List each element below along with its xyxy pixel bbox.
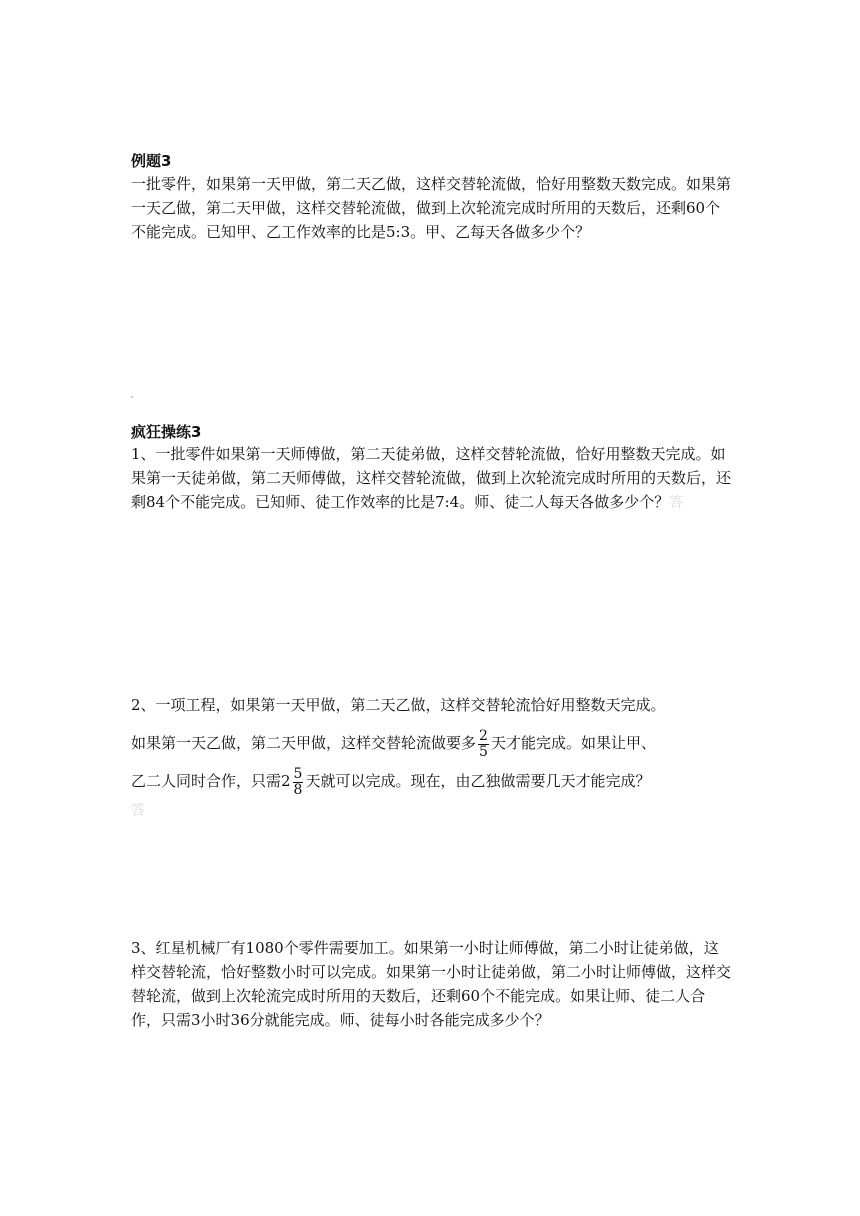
- line-2-text-before: 如果第一天乙做，第二天甲做，这样交替轮流做要多: [131, 734, 477, 752]
- practice-problem-3: 3、红星机械厂有1080个零件需要加工。如果第一小时让师傅做，第二小时让徒弟做，这样交替轮流，恰好整数小时可以完成。如果第一小时让徒弟做，第二小时让师傅做，这样交替轮流，做到上次轮流完成时所用的天数后，还剩60个不能完成。如果让师、徒二人合作，只需3小时36分就能完成。师、徒每小时各能完成多少个？: [131, 939, 732, 1029]
- practice-problem-2-line-1: 2、一项工程，如果第一天甲做，第二天乙做，这样交替轮流恰好用整数天完成。: [131, 696, 666, 714]
- example-problem-text: 一批零件，如果第一天甲做，第二天乙做，这样交替轮流做，恰好用整数天数完成。如果第一天乙做，第二天甲做，这样交替轮流做，做到上次轮流完成时所用的天数后，还剩60个不能完成。已知甲、乙工作效率的比是5:3。甲、乙每天各做多少个？: [131, 175, 732, 241]
- line-3-text-after: 天就可以完成。现在，由乙独做需要几天才能完成？: [305, 772, 651, 790]
- answer-placeholder-1: 答: [669, 495, 684, 511]
- line-2-text-after: 天才能完成。如果让甲、: [490, 734, 656, 752]
- practice-problem-1: [131, 442, 733, 515]
- practice-problem-2: [131, 686, 751, 822]
- practice-problem-1-text: 1、一批零件如果第一天师傅做，第二天徒弟做，这样交替轮流做，恰好用整数天完成。如果第一天徒弟做，第二天师傅做，这样交替轮流做，做到上次轮流完成时所用的天数后，还剩84个不能完成。已知师、徒工作效率的比是7:4。师、徒二人每天各做多少个？: [131, 445, 732, 511]
- fraction-numerator: 5: [293, 765, 303, 782]
- fraction-denominator: 5: [479, 743, 488, 760]
- fraction-denominator: 8: [293, 781, 303, 798]
- fraction-five-eighths: [293, 767, 304, 798]
- example-heading: 例题3: [131, 152, 172, 170]
- stray-mark: [131, 396, 133, 398]
- fraction-numerator: 2: [479, 727, 488, 744]
- practice-problem-2-line-3: [131, 762, 751, 800]
- answer-placeholder-2: 答: [131, 803, 145, 819]
- practice-problem-2-line-2: [131, 724, 751, 762]
- line-3-text-before: 乙二人同时合作，只需2: [131, 772, 291, 790]
- practice-heading: 疯狂操练3: [131, 423, 202, 441]
- fraction-two-fifths: [478, 729, 489, 760]
